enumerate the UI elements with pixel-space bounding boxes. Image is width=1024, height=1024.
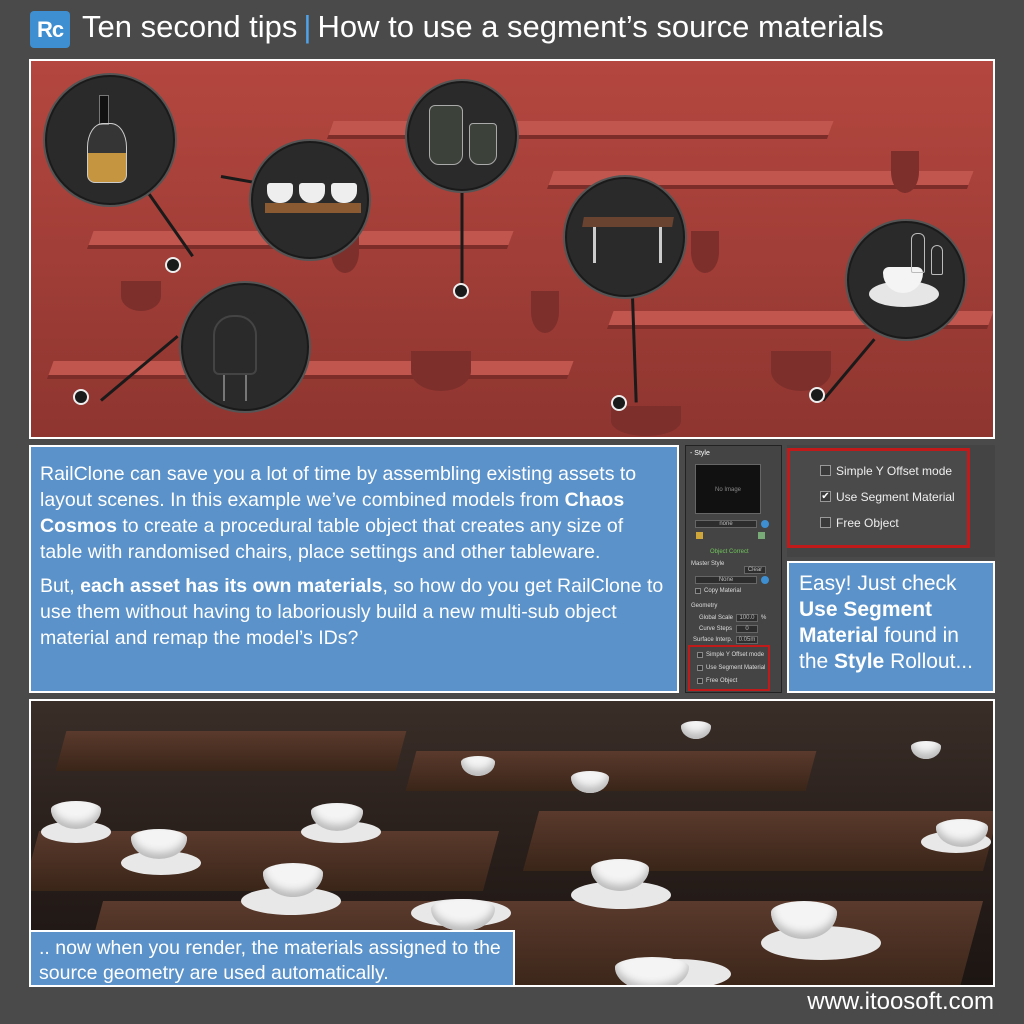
highlight-box bbox=[688, 645, 770, 691]
callout-anchor bbox=[165, 257, 181, 273]
style-preview: No Image bbox=[695, 464, 761, 514]
zoom-simple-y-offset-checkbox[interactable] bbox=[820, 465, 831, 476]
zoom-simple-y-offset-label: Simple Y Offset mode bbox=[836, 464, 953, 478]
surface-interp-input[interactable]: 0.05m bbox=[736, 636, 758, 644]
bowl bbox=[615, 957, 689, 987]
use-segment-material-label: Use Segment Material bbox=[706, 665, 766, 671]
vase-shape bbox=[691, 231, 719, 273]
header bbox=[0, 0, 1024, 56]
wood-table bbox=[56, 731, 407, 771]
object-status: Object Correct bbox=[710, 549, 749, 555]
edit-icon[interactable] bbox=[758, 532, 765, 539]
page-title bbox=[82, 9, 884, 45]
table-shape bbox=[328, 121, 833, 135]
intro-text: to create a procedural table object that creates any size of table with randomised chairs, place settings and other tableware. bbox=[40, 515, 624, 563]
instruction-text: Rollout... bbox=[884, 650, 973, 673]
intro-text: , so how do you get RailClone to use them without having to laboriously build a new multi-sub object material and remap the model’s IDs? bbox=[40, 575, 664, 649]
vase-shape bbox=[531, 291, 559, 333]
zoomed-options bbox=[787, 445, 995, 557]
pick-icon[interactable] bbox=[696, 532, 703, 539]
simple-y-offset-label: Simple Y Offset mode bbox=[706, 652, 765, 658]
instruction-text: Easy! Just check bbox=[799, 572, 957, 595]
refresh-icon[interactable] bbox=[761, 576, 769, 584]
zoom-use-segment-material-checkbox[interactable]: ✔ bbox=[821, 491, 830, 502]
master-style-label: Master Style bbox=[691, 561, 725, 567]
snack-bowl bbox=[331, 183, 357, 203]
master-style-field[interactable]: None bbox=[695, 576, 757, 584]
zoom-free-object-checkbox[interactable] bbox=[820, 517, 831, 528]
instruction-box bbox=[787, 561, 995, 693]
snack-bowl bbox=[267, 183, 293, 203]
clear-button[interactable]: Clear bbox=[744, 566, 766, 574]
render-caption: .. now when you render, the materials assigned to the source geometry are used automatically. bbox=[29, 930, 515, 987]
zoom-highlight-box bbox=[787, 448, 970, 548]
rollout-title: Style bbox=[694, 450, 710, 457]
style-name-field[interactable]: none bbox=[695, 520, 757, 528]
table-leg bbox=[659, 227, 662, 263]
table-callout bbox=[565, 177, 685, 297]
curve-steps-label: Curve Steps bbox=[699, 626, 733, 632]
intro-text-panel bbox=[29, 445, 679, 693]
decanter-callout bbox=[45, 75, 175, 205]
copy-material-label: Copy Material bbox=[704, 588, 742, 594]
use-segment-material-highlight: Use Segment Material bbox=[799, 598, 933, 647]
decanter-body bbox=[87, 123, 127, 183]
callout-leader bbox=[461, 183, 464, 293]
chaos-cosmos-highlight: Chaos Cosmos bbox=[40, 489, 625, 537]
curve-steps-input[interactable]: 0 bbox=[736, 625, 758, 633]
railclone-logo: Rc bbox=[30, 11, 70, 48]
bowl-shape bbox=[411, 351, 471, 391]
title-series: Ten second tips bbox=[82, 9, 298, 44]
global-scale-input[interactable]: 100.0 bbox=[736, 614, 758, 622]
geometry-label: Geometry bbox=[691, 603, 718, 609]
table-leg bbox=[593, 227, 596, 263]
zoom-use-segment-material-label: Use Segment Material bbox=[836, 490, 955, 504]
glass-shape bbox=[469, 123, 497, 165]
global-scale-unit: % bbox=[761, 615, 767, 621]
chair-leg bbox=[223, 375, 225, 401]
viewport-render-panel bbox=[29, 59, 995, 439]
materials-highlight: each asset has its own materials bbox=[80, 575, 383, 597]
callout-anchor bbox=[73, 389, 89, 405]
callout-anchor bbox=[809, 387, 825, 403]
collapse-icon: - bbox=[690, 450, 695, 457]
carafes-callout bbox=[407, 81, 517, 191]
bowl-shape bbox=[121, 281, 161, 311]
chair-back bbox=[213, 315, 257, 375]
free-object-label: Free Object bbox=[706, 678, 738, 684]
global-scale-label: Global Scale bbox=[699, 615, 734, 621]
snack-bowls-callout bbox=[251, 141, 369, 259]
website-url[interactable]: www.itoosoft.com bbox=[807, 988, 994, 1015]
zoom-free-object-label: Free Object bbox=[836, 516, 899, 530]
snack-bowl bbox=[299, 183, 325, 203]
decanter-neck bbox=[99, 95, 109, 125]
title-separator: | bbox=[303, 9, 312, 44]
table-shape bbox=[48, 361, 573, 375]
table-top bbox=[582, 217, 674, 227]
wooden-tray bbox=[265, 203, 361, 213]
style-highlight: Style bbox=[834, 650, 885, 673]
vase-shape bbox=[891, 151, 919, 193]
wine-glass-shape bbox=[931, 245, 943, 275]
intro-text: RailClone can save you a lot of time by assembling existing assets to layout scenes. In this example we’ve combined models from bbox=[40, 463, 637, 511]
copy-material-checkbox[interactable] bbox=[695, 588, 701, 594]
place-setting-callout bbox=[847, 221, 965, 339]
bowl-shape bbox=[771, 351, 831, 391]
intro-paragraph-2 bbox=[40, 573, 669, 651]
surface-interp-label: Surface Interp. bbox=[693, 637, 733, 643]
callout-anchor bbox=[453, 283, 469, 299]
intro-text: But, bbox=[40, 575, 81, 597]
callout-anchor bbox=[611, 395, 627, 411]
help-icon[interactable] bbox=[761, 520, 769, 528]
chair-leg bbox=[245, 375, 247, 401]
wine-glass-shape bbox=[911, 233, 925, 273]
title-topic: How to use a segment’s source materials bbox=[317, 9, 884, 44]
chair-callout bbox=[181, 283, 309, 411]
rollout-header[interactable] bbox=[690, 450, 710, 457]
carafe-shape bbox=[429, 105, 463, 165]
intro-paragraph-1 bbox=[40, 461, 669, 565]
instruction-text: found in the bbox=[799, 624, 959, 673]
